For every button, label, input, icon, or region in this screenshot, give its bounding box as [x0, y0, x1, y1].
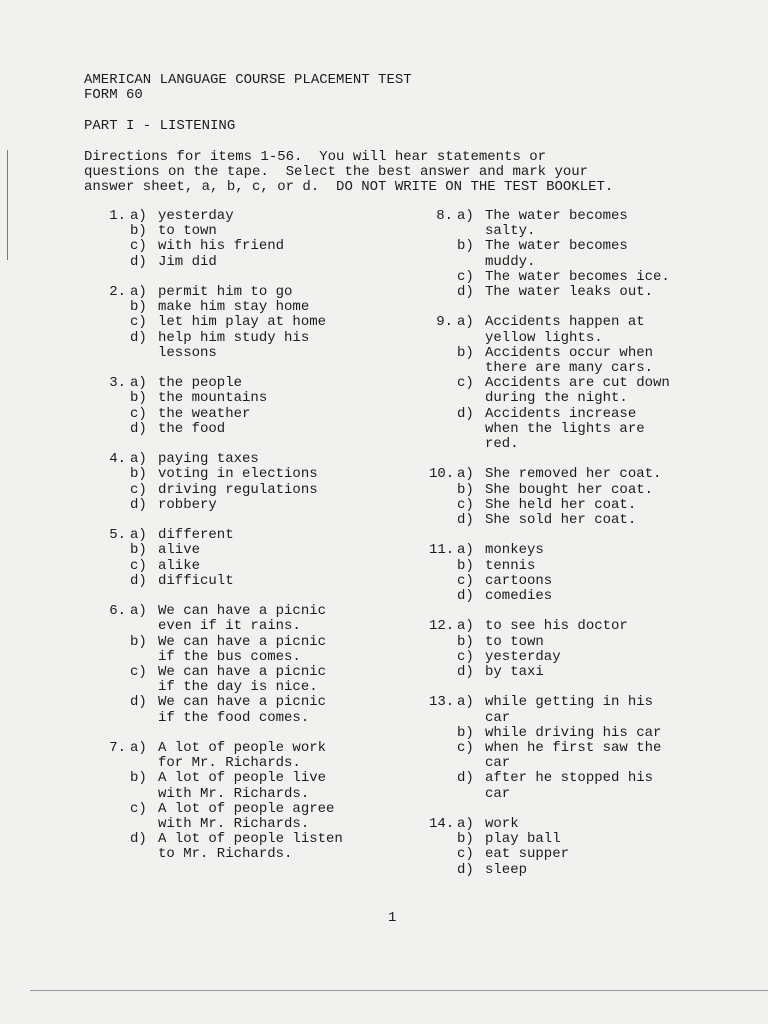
question-item [102, 209, 402, 270]
option-letter: c) [130, 664, 147, 681]
question-item [429, 467, 729, 528]
question-item [429, 619, 729, 680]
option-letter: a) [457, 618, 474, 635]
option-text: eat supper [485, 846, 570, 863]
test-title: AMERICAN LANGUAGE COURSE PLACEMENT TEST [84, 72, 412, 88]
option-text: let him play at home [158, 314, 327, 331]
option-letter: d) [130, 694, 147, 711]
option-text: to town [485, 633, 544, 650]
option-letter: d) [130, 496, 147, 513]
page-number: 1 [388, 910, 397, 926]
option-letter: c) [130, 405, 147, 422]
directions-line: answer sheet, a, b, c, or d. DO NOT WRITE ON THE TEST BOOKLET. [84, 179, 614, 196]
option-text: robbery [158, 496, 217, 513]
question-number: 11. [429, 542, 455, 559]
option-letter: a) [130, 527, 147, 544]
option-text: the weather [158, 405, 251, 422]
option-letter: b) [130, 542, 147, 559]
option-text: comedies [485, 588, 553, 605]
option-text: by taxi [485, 664, 544, 681]
question-item [429, 817, 729, 878]
option-letter: c) [457, 648, 474, 665]
question-item [102, 376, 402, 437]
option-letter: c) [130, 238, 147, 255]
question-number: 5. [109, 527, 126, 544]
question-number: 14. [429, 816, 455, 833]
option-letter: d) [457, 284, 474, 301]
option-letter: c) [130, 314, 147, 331]
question-number: 7. [109, 740, 126, 757]
option-letter: b) [457, 557, 474, 574]
option-text: cartoons [485, 572, 553, 589]
option-letter: c) [130, 557, 147, 574]
option-text: paying taxes [158, 451, 259, 468]
option-text: while getting in his car [485, 694, 654, 726]
option-letter: c) [457, 496, 474, 513]
option-text: difficult [158, 572, 234, 589]
option-letter: d) [457, 861, 474, 878]
option-letter: c) [457, 375, 474, 392]
option-letter: a) [457, 542, 474, 559]
question-number: 3. [109, 375, 126, 392]
option-text: A lot of people live with Mr. Richards. [158, 770, 327, 802]
option-letter: d) [130, 572, 147, 589]
question-item [102, 528, 402, 589]
option-text: the food [158, 420, 226, 437]
question-number: 9. [436, 314, 453, 331]
option-letter: a) [457, 208, 474, 224]
option-text: the mountains [158, 390, 268, 407]
part-heading: PART I - LISTENING [84, 118, 236, 134]
option-text: tennis [485, 557, 536, 574]
test-form: FORM 60 [84, 87, 143, 103]
option-letter: d) [130, 420, 147, 437]
option-text: She sold her coat. [485, 512, 637, 529]
option-text: after he stopped his car [485, 770, 654, 802]
question-number: 10. [429, 466, 455, 483]
option-text: Accidents increase when the lights are red. [485, 405, 645, 453]
option-letter: a) [457, 816, 474, 833]
option-letter: a) [130, 603, 147, 620]
option-text: A lot of people work for Mr. Richards. [158, 740, 327, 772]
option-letter: c) [130, 800, 147, 817]
option-text: The water becomes muddy. [485, 238, 628, 270]
option-letter: d) [457, 588, 474, 605]
option-letter: b) [130, 633, 147, 650]
option-text: yesterday [158, 208, 234, 224]
option-letter: d) [457, 512, 474, 529]
option-text: help him study his lessons [158, 329, 310, 361]
questions-right-column [429, 209, 729, 893]
test-header [84, 73, 412, 103]
margin-mark [7, 150, 8, 260]
option-letter: d) [457, 770, 474, 787]
option-letter: c) [457, 846, 474, 863]
option-text: We can have a picnic even if it rains. [158, 603, 327, 635]
option-text: different [158, 527, 234, 544]
option-letter: a) [130, 208, 147, 224]
option-text: The water becomes salty. [485, 208, 628, 240]
option-letter: a) [457, 694, 474, 711]
question-item [429, 315, 729, 452]
option-text: Accidents happen at yellow lights. [485, 314, 645, 346]
option-text: when he first saw the car [485, 740, 662, 772]
option-text: to town [158, 223, 217, 240]
bottom-rule [30, 990, 768, 991]
question-item [429, 543, 729, 604]
question-number: 4. [109, 451, 126, 468]
option-letter: a) [130, 375, 147, 392]
directions-line: Directions for items 1-56. You will hear statements or [84, 149, 547, 165]
option-text: Accidents occur when there are many cars. [485, 344, 654, 377]
option-letter: d) [457, 405, 474, 422]
questions-left-column [102, 209, 402, 878]
option-text: alike [158, 557, 201, 574]
option-letter: b) [130, 299, 147, 316]
option-letter: b) [457, 481, 474, 498]
option-text: We can have a picnic if the food comes. [158, 694, 327, 726]
option-text: We can have a picnic if the day is nice. [158, 664, 327, 696]
option-letter: c) [130, 481, 147, 498]
option-letter: c) [457, 740, 474, 757]
option-text: A lot of people agree with Mr. Richards. [158, 800, 335, 833]
option-letter: b) [457, 831, 474, 848]
option-letter: d) [130, 253, 147, 270]
option-text: The water leaks out. [485, 284, 654, 301]
option-text: She removed her coat. [485, 466, 662, 483]
option-letter: d) [457, 664, 474, 681]
option-text: yesterday [485, 648, 561, 665]
question-item [429, 695, 729, 801]
option-text: monkeys [485, 542, 544, 559]
option-letter: b) [457, 344, 474, 361]
question-number: 1. [109, 208, 126, 224]
question-number: 2. [109, 284, 126, 300]
option-text: sleep [485, 861, 528, 878]
option-text: while driving his car [485, 724, 662, 741]
option-letter: a) [130, 451, 147, 468]
question-number: 12. [429, 618, 455, 635]
question-item [102, 285, 402, 361]
question-item [102, 604, 402, 726]
option-text: She held her coat. [485, 496, 637, 513]
option-letter: c) [457, 572, 474, 589]
option-text: A lot of people listen to Mr. Richards. [158, 831, 343, 863]
option-text: the people [158, 375, 243, 392]
option-letter: b) [130, 390, 147, 407]
option-letter: d) [130, 831, 147, 848]
question-number: 8. [436, 208, 453, 224]
directions-line: questions on the tape. Select the best answer and mark your [84, 164, 589, 181]
option-text: to see his doctor [485, 618, 628, 635]
question-number: 6. [109, 603, 126, 620]
directions [84, 150, 724, 196]
option-letter: b) [457, 238, 474, 255]
option-letter: b) [457, 724, 474, 741]
option-text: We can have a picnic if the bus comes. [158, 633, 327, 665]
option-text: play ball [485, 831, 561, 848]
option-text: work [485, 816, 519, 833]
question-number: 13. [429, 694, 455, 711]
option-text: alive [158, 542, 201, 559]
option-letter: a) [457, 314, 474, 331]
option-letter: a) [130, 740, 147, 757]
option-text: make him stay home [158, 299, 310, 316]
option-text: permit him to go [158, 284, 293, 300]
question-item [429, 209, 729, 300]
option-text: Jim did [158, 253, 217, 270]
option-text: She bought her coat. [485, 481, 654, 498]
option-letter: a) [457, 466, 474, 483]
option-letter: d) [130, 329, 147, 346]
option-letter: a) [130, 284, 147, 300]
option-letter: b) [457, 633, 474, 650]
question-item [102, 452, 402, 513]
option-letter: b) [130, 770, 147, 787]
option-letter: b) [130, 466, 147, 483]
option-letter: c) [457, 268, 474, 285]
option-text: with his friend [158, 238, 285, 255]
option-text: driving regulations [158, 481, 318, 498]
question-item [102, 741, 402, 863]
option-text: Accidents are cut down during the night. [485, 375, 670, 407]
option-letter: b) [130, 223, 147, 240]
option-text: The water becomes ice. [485, 268, 670, 285]
option-text: voting in elections [158, 466, 318, 483]
